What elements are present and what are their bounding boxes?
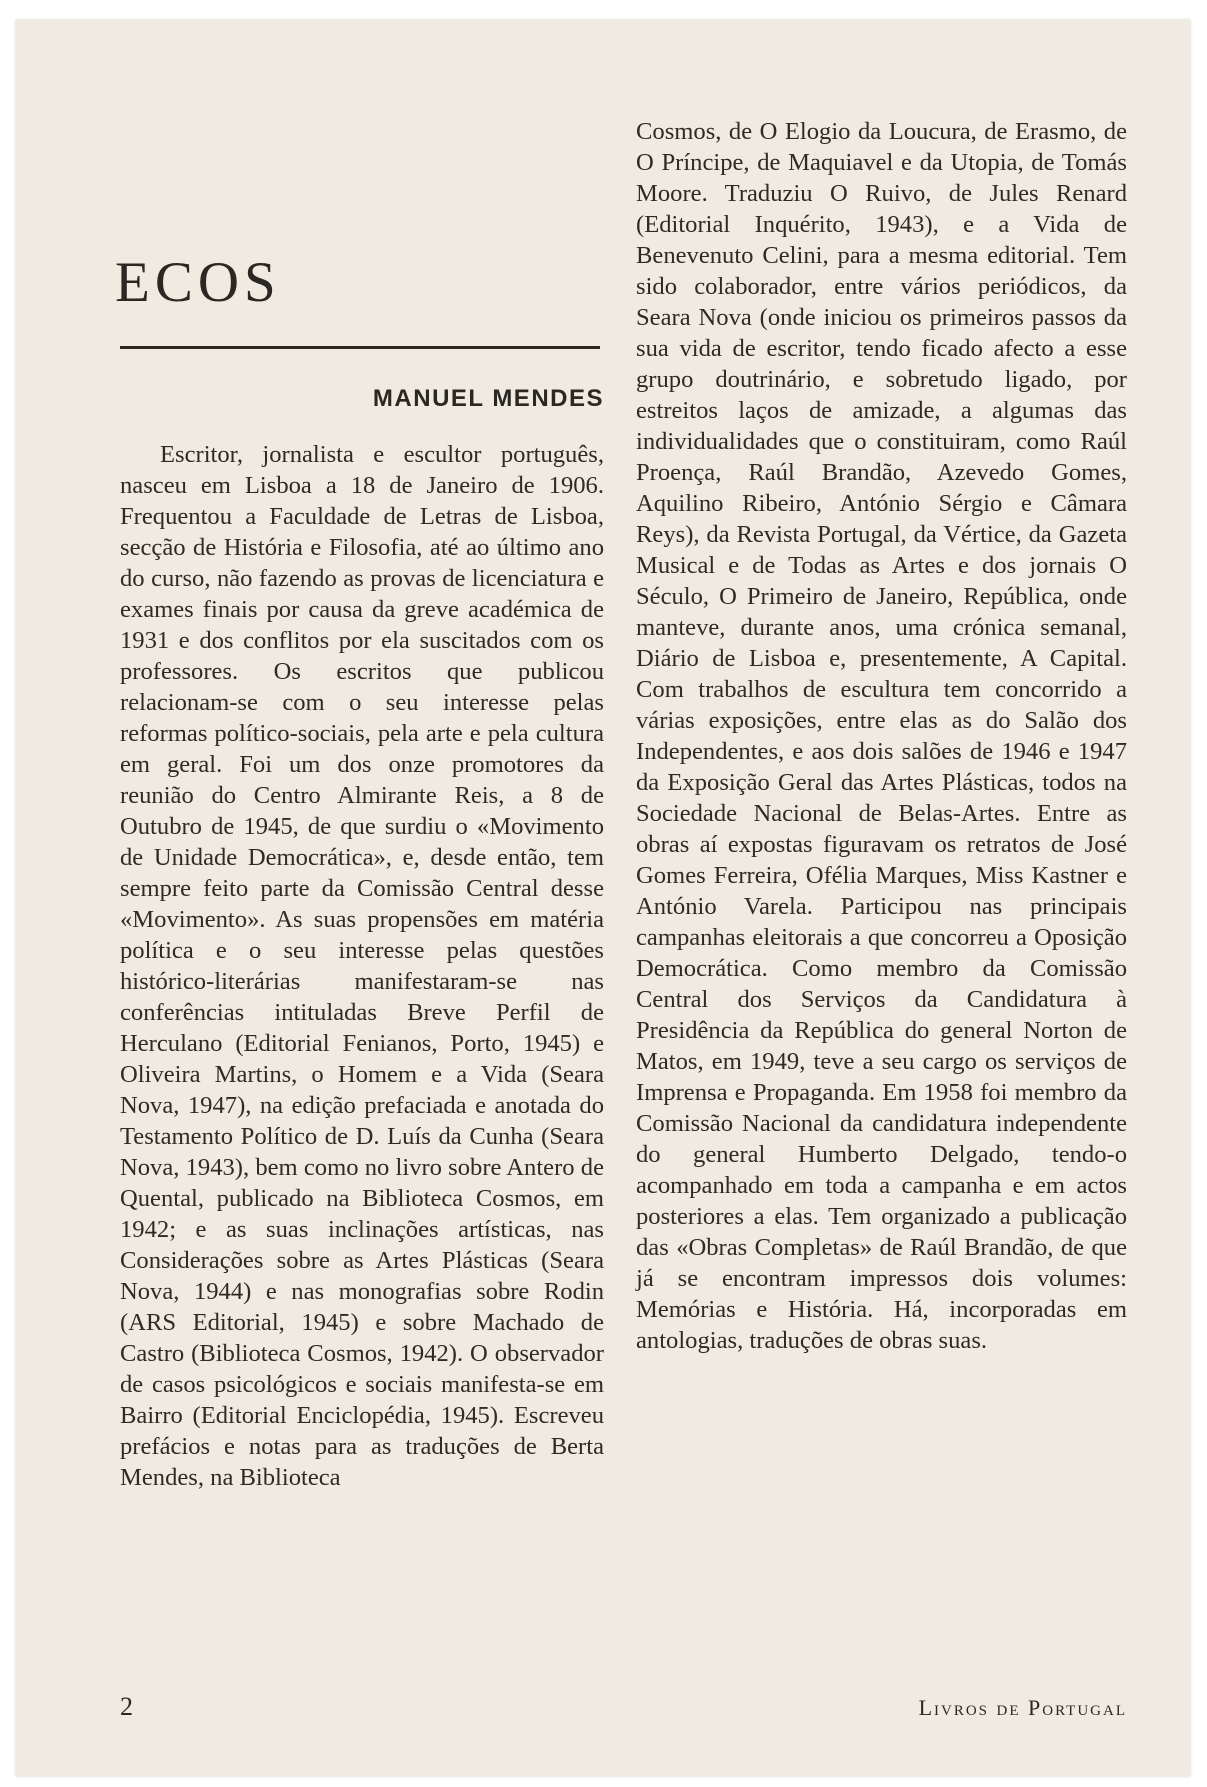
right-column-text: Cosmos, de O Elogio da Loucura, de Erasmo, de O Príncipe, de Maquiavel e da Utopia, de Tomás Moore. Traduziu O Ruivo, de Jules Renard (Editorial Inquérito, 1943), e a Vida de Benevenuto Celini, para a mesma editorial. Tem sido colaborador, entre vários periódicos, da Seara Nova (onde iniciou os primeiros passos da sua vida de escritor, tendo ficado afecto a esse grupo doutrinário, e sobretudo ligado, por estreitos laços de amizade, a algumas das individualidades que o constituiram, como Raúl Proença, Raúl Brandão, Azevedo Gomes, Aquilino Ribeiro, António Sérgio e Câmara Reys), da Revista Portugal, da Vértice, da Gazeta Musical e de Todas as Artes e dos jornais O Século, O Primeiro de Janeiro, República, onde manteve, durante anos, uma crónica semanal, Diário de Lisboa e, presentemente, A Capital. Com trabalhos de escultura tem concorrido a várias exposições, entre elas as do Salão dos Independentes, e aos dois salões de 1946 e 1947 da Exposição Geral das Artes Plásticas, todos na Sociedade Nacional de Belas-Artes. Entre as obras aí expostas figuravam os retratos de José Gomes Ferreira, Ofélia Marques, Miss Kastner e António Varela. Participou nas principais campanhas eleitorais a que concorreu a Oposição Democrática. Como membro da Comissão Central dos Serviços da Candidatura à Presidência da República do general Norton de Matos, em 1949, teve a seu cargo os serviços de Imprensa e Propaganda. Em 1958 foi membro da Comissão Nacional da candidatura independente do general Humberto Delgado, tendo-o acompanhado em toda a campanha e em actos posteriores a elas. Tem organizado a publicação das «Obras Completas» de Raúl Brandão, de que já se encontram impressos dois volumes: Memórias e História. Há, incorporadas em antologias, traduções de obras suas. (636, 118, 1127, 1354)
running-footer: Livros de Portugal (918, 1695, 1127, 1720)
page-number: 2 (120, 1692, 133, 1721)
author-name: MANUEL MENDES (372, 385, 604, 412)
title-rule (120, 346, 600, 349)
section-title: ECOS (115, 251, 281, 314)
document-page (16, 20, 1190, 1776)
left-column-text: Escritor, jornalista e escultor português, nasceu em Lisboa a 18 de Janeiro de 1906. Frequentou a Faculdade de Letras de Lisboa, secção de História e Filosofia, até ao último ano do curso, não fazendo as provas de licenciatura e exames finais por causa da greve académica de 1931 e dos conflitos por ela suscitados com os professores. Os escritos que publicou relacionam-se com o seu interesse pelas reformas político-sociais, pela arte e pela cultura em geral. Foi um dos onze promotores da reunião do Centro Almirante Reis, a 8 de Outubro de 1945, de que surdiu o «Movimento de Unidade Democrática», e, desde então, tem sempre feito parte da Comissão Central desse «Movimento». As suas propensões em matéria política e o seu interesse pelas questões histórico-literárias manifestaram-se nas conferências intituladas Breve Perfil de Herculano (Editorial Fenianos, Porto, 1945) e Oliveira Martins, o Homem e a Vida (Seara Nova, 1947), na edição prefaciada e anotada do Testamento Político de D. Luís da Cunha (Seara Nova, 1943), bem como no livro sobre Antero de Quental, publicado na Biblioteca Cosmos, em 1942; e as suas inclinações artísticas, nas Considerações sobre as Artes Plásticas (Seara Nova, 1944) e nas monografias sobre Rodin (ARS Editorial, 1945) e sobre Machado de Castro (Biblioteca Cosmos, 1942). O observador de casos psicológicos e sociais manifesta-se em Bairro (Editorial Enciclopédia, 1945). Escreveu prefácios e notas para as traduções de Berta Mendes, na Biblioteca (120, 441, 604, 1491)
